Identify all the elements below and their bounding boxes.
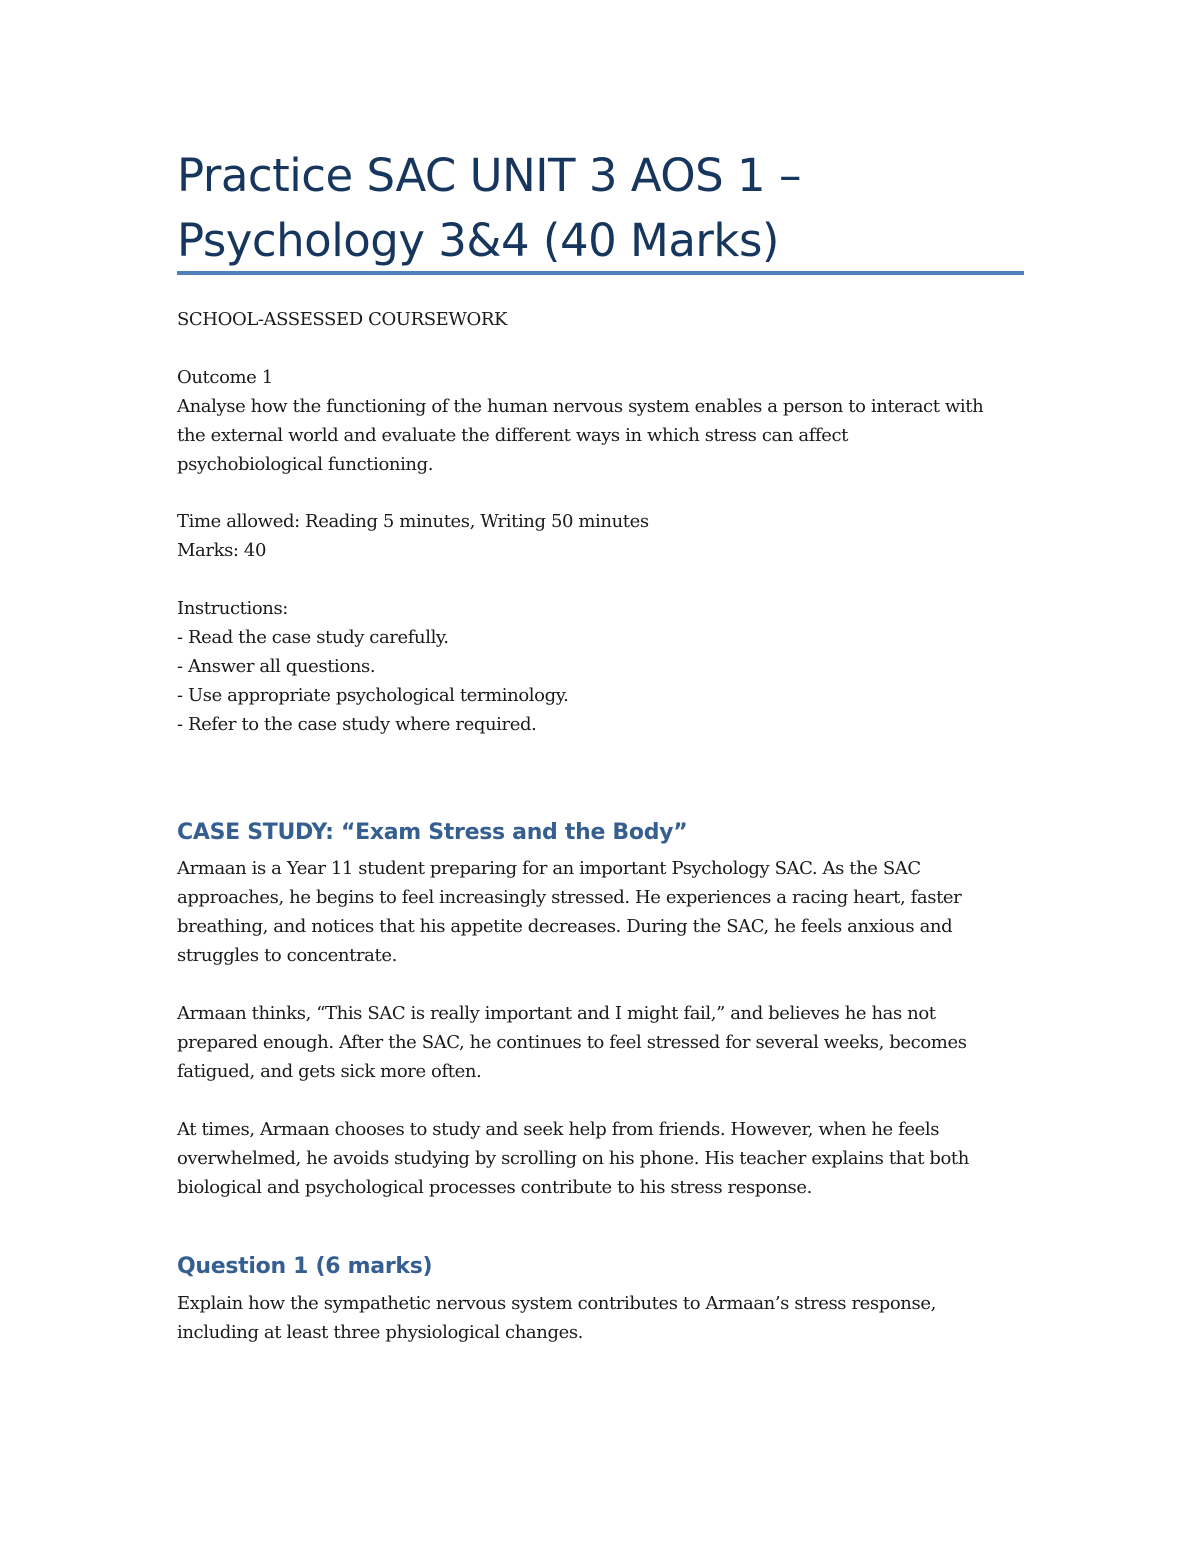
- case-study-paragraph: [177, 999, 1025, 1086]
- instruction-item: - Refer to the case study where required.: [177, 714, 537, 735]
- case-study-line: At times, Armaan chooses to study and seek help from friends. However, when he feels: [177, 1119, 940, 1140]
- outcome-line: the external world and evaluate the different ways in which stress can affect: [177, 425, 848, 446]
- question-1-line: Explain how the sympathetic nervous system contributes to Armaan’s stress response,: [177, 1293, 936, 1314]
- exam-details: [177, 507, 1025, 565]
- case-study-line: Armaan is a Year 11 student preparing for an important Psychology SAC. As the SAC: [177, 858, 921, 879]
- case-study-line: prepared enough. After the SAC, he continues to feel stressed for several weeks, becomes: [177, 1032, 967, 1053]
- case-study-line: biological and psychological processes contribute to his stress response.: [177, 1177, 812, 1198]
- outcome-line: Analyse how the functioning of the human nervous system enables a person to interact with: [177, 396, 984, 417]
- coursework-label: SCHOOL-ASSESSED COURSEWORK: [177, 309, 508, 330]
- instruction-item: - Use appropriate psychological terminology.: [177, 685, 569, 706]
- outcome-heading: Outcome 1: [177, 367, 273, 388]
- case-study-paragraph: [177, 854, 1025, 970]
- time-allowed: Time allowed: Reading 5 minutes, Writing 50 minutes: [177, 511, 649, 532]
- case-study-line: approaches, he begins to feel increasingly stressed. He experiences a racing heart, faster: [177, 887, 962, 908]
- instructions-heading: Instructions:: [177, 598, 288, 619]
- question-1-prompt: [177, 1289, 1025, 1347]
- instructions-section: [177, 594, 1025, 739]
- question-1-heading: Question 1 (6 marks): [177, 1254, 433, 1279]
- case-study-line: breathing, and notices that his appetite decreases. During the SAC, he feels anxious and: [177, 916, 953, 937]
- outcome-line: psychobiological functioning.: [177, 454, 434, 475]
- document-title: Practice SAC UNIT 3 AOS 1 – Psychology 3&4 (40 Marks): [177, 149, 801, 267]
- case-study-heading: CASE STUDY: “Exam Stress and the Body”: [177, 820, 688, 845]
- case-study-paragraph: [177, 1115, 1025, 1202]
- title-underline: [177, 271, 1024, 275]
- question-1-line: including at least three physiological changes.: [177, 1322, 583, 1343]
- case-study-line: fatigued, and gets sick more often.: [177, 1061, 482, 1082]
- instruction-item: - Answer all questions.: [177, 656, 376, 677]
- case-study-line: overwhelmed, he avoids studying by scrolling on his phone. His teacher explains that both: [177, 1148, 969, 1169]
- case-study-line: Armaan thinks, “This SAC is really important and I might fail,” and believes he has not: [177, 1003, 936, 1024]
- outcome-section: [177, 363, 1025, 479]
- instruction-item: - Read the case study carefully.: [177, 627, 449, 648]
- case-study-line: struggles to concentrate.: [177, 945, 397, 966]
- marks-total: Marks: 40: [177, 540, 267, 561]
